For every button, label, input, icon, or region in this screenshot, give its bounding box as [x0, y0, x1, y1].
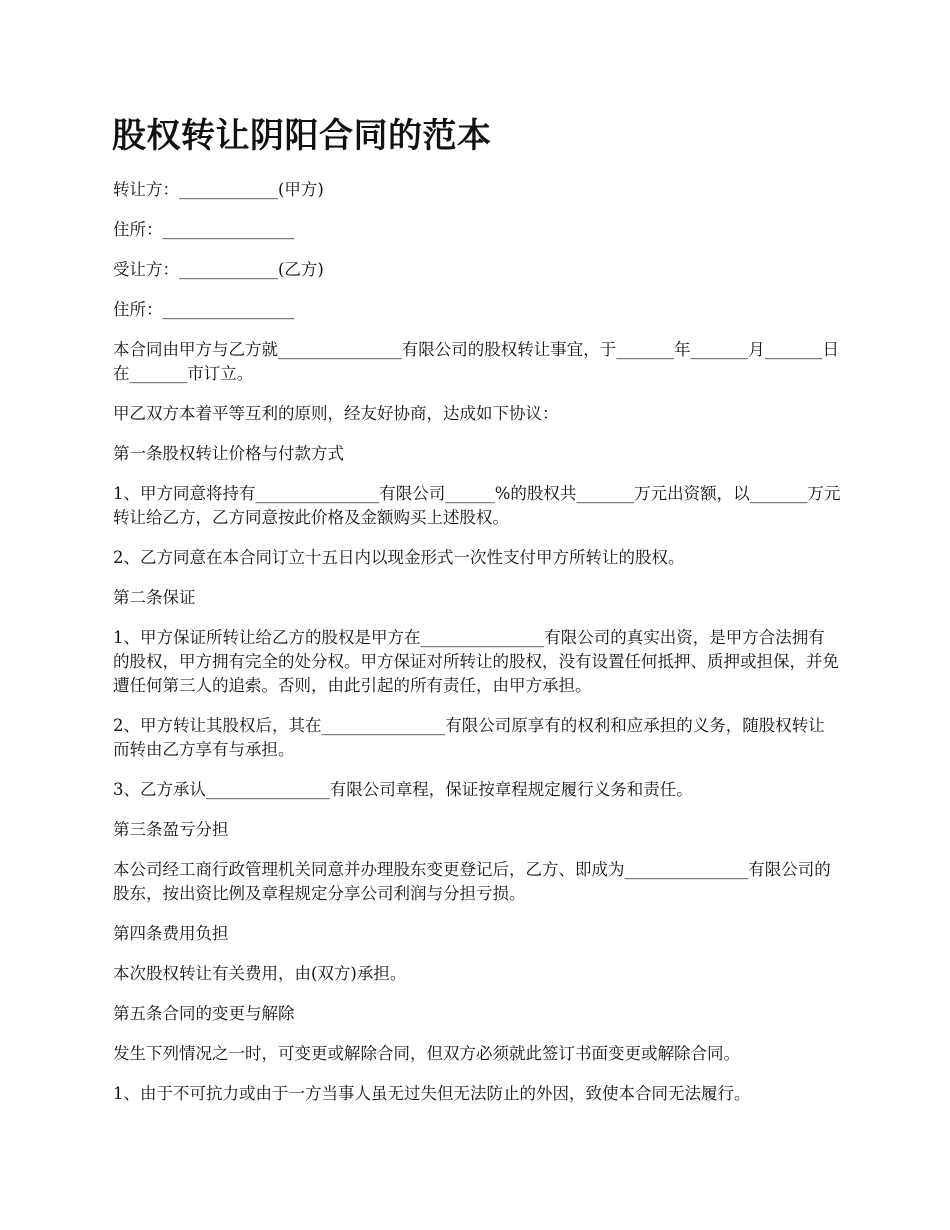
article-2-heading: 第二条保证 — [113, 588, 196, 607]
article-5-paragraph: 发生下列情况之一时，可变更或解除合同，但双方必须就此签订书面变更或解除合同。 — [113, 1044, 740, 1063]
transferor-address-line: 住所：________________ — [113, 220, 295, 239]
document-body — [113, 178, 841, 1122]
article-2-clause-1: 1、甲方保证所转让给乙方的股权是甲方在_______________有限公司的真实出资，是甲方合法拥有的股权，甲方拥有完全的处分权。甲方保证对所转让的股权，没有设置任何抵押、质押或担保，并免遭任何第三人的追索。否则，由此引起的所有责任，由甲方承担。 — [113, 628, 839, 695]
article-1-heading: 第一条股权转让价格与付款方式 — [113, 444, 344, 463]
transferee-line: 受让方：____________(乙方) — [113, 260, 324, 279]
agreement-intro-paragraph: 甲乙双方本着平等互利的原则，经友好协商，达成如下协议： — [113, 404, 559, 423]
article-2-clause-2: 2、甲方转让其股权后，其在_______________有限公司原享有的权利和应承担的义务，随股权转让而转由乙方享有与承担。 — [113, 716, 825, 759]
article-4-paragraph: 本次股权转让有关费用，由(双方)承担。 — [113, 964, 407, 983]
article-5-clause-1: 1、由于不可抗力或由于一方当事人虽无过失但无法防止的外因，致使本合同无法履行。 — [113, 1084, 751, 1103]
article-1-clause-1: 1、甲方同意将持有_______________有限公司______%的股权共_______万元出资额，以_______万元转让给乙方，乙方同意按此价格及金额购买上述股权。 — [113, 484, 841, 527]
transferee-address-line: 住所：________________ — [113, 300, 295, 319]
transferor-line: 转让方：____________(甲方) — [113, 180, 324, 199]
article-5-heading: 第五条合同的变更与解除 — [113, 1004, 295, 1023]
article-2-clause-3: 3、乙方承认_______________有限公司章程，保证按章程规定履行义务和责任。 — [113, 780, 693, 799]
article-4-heading: 第四条费用负担 — [113, 924, 229, 943]
document-title: 股权转让阴阳合同的范本 — [112, 116, 492, 156]
article-3-paragraph: 本公司经工商行政管理机关同意并办理股东变更登记后，乙方、即成为_______________有限公司的股东，按出资比例及章程规定分享公司利润与分担亏损。 — [113, 860, 831, 903]
preamble-paragraph: 本合同由甲方与乙方就_______________有限公司的股权转让事宜，于_______年_______月_______日在_______市订立。 — [113, 340, 839, 383]
article-1-clause-2: 2、乙方同意在本合同订立十五日内以现金形式一次性支付甲方所转让的股权。 — [113, 548, 685, 567]
article-3-heading: 第三条盈亏分担 — [113, 820, 229, 839]
